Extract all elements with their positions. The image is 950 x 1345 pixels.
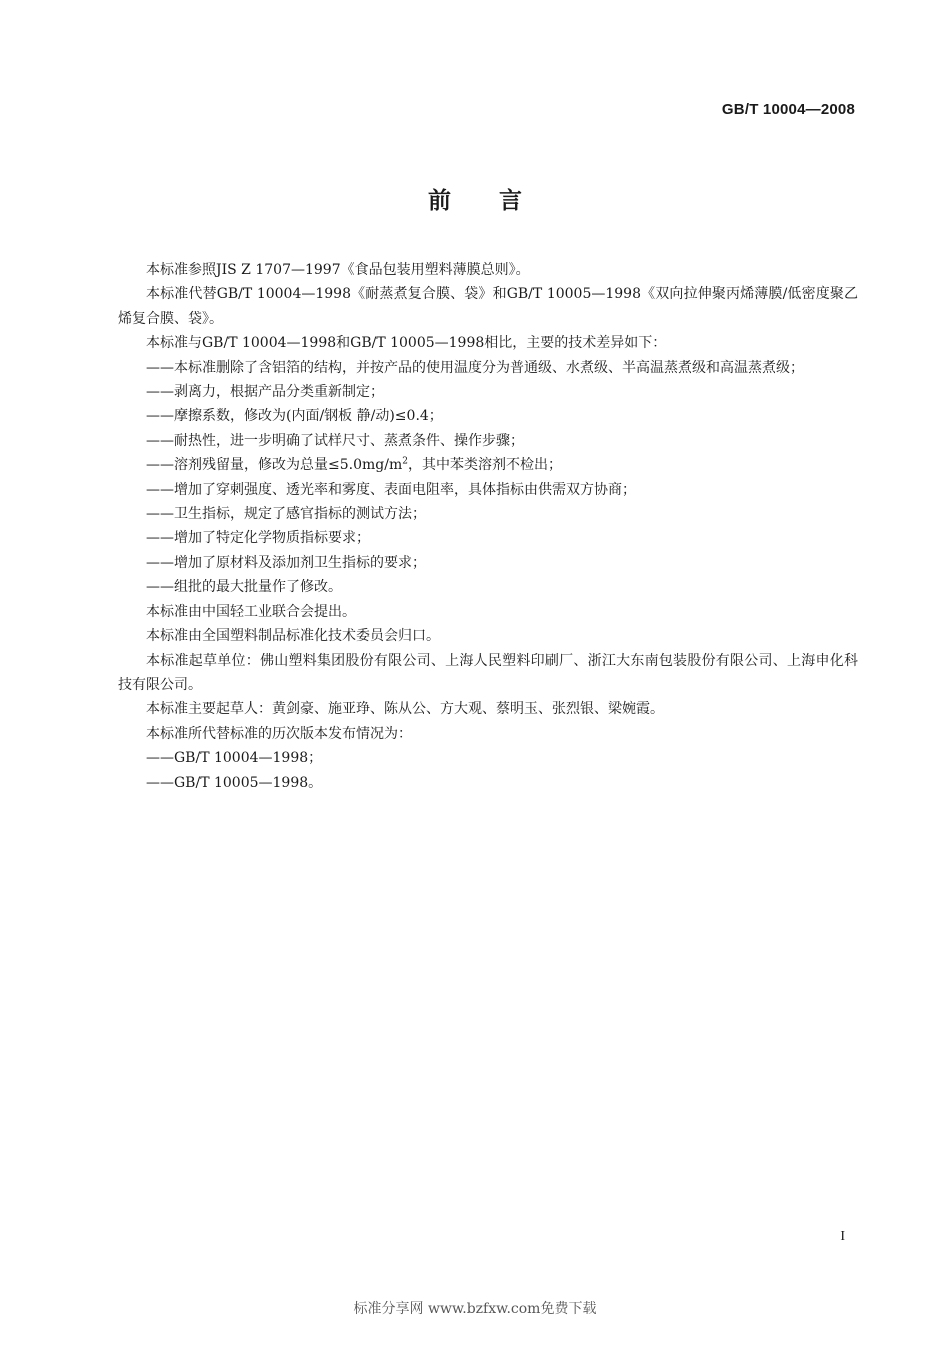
reference-paragraph: 本标准参照JIS Z 1707—1997《食品包装用塑料薄膜总则》。 — [146, 262, 530, 278]
differences-intro: 本标准与GB/T 10004—1998和GB/T 10005—1998相比，主要的技术差异如下： — [146, 335, 667, 352]
page-title: 前言 — [428, 188, 570, 214]
history-item: ——GB/T 10004—1998； — [146, 750, 323, 767]
difference-item: ——摩擦系数，修改为(内面/钢板 静/动)≤0.4； — [146, 408, 443, 425]
solvent-superscript: 2 — [402, 456, 408, 467]
difference-item: ——本标准删除了含铝箔的结构，并按产品的使用温度分为普通级、水煮级、半高温蒸煮级和高温蒸煮级； — [146, 359, 804, 376]
difference-item: ——组批的最大批量作了修改。 — [146, 579, 342, 596]
solvent-text: ——溶剂残留量，修改为总量≤5.0mg/m — [146, 457, 403, 474]
committee-paragraph: 本标准由全国塑料制品标准化技术委员会归口。 — [146, 628, 440, 645]
difference-item: ——耐热性，进一步明确了试样尺寸、蒸煮条件、操作步骤； — [146, 432, 524, 449]
difference-item: ——增加了特定化学物质指标要求； — [146, 530, 370, 547]
difference-item: ——增加了原材料及添加剂卫生指标的要求； — [146, 554, 426, 571]
standard-code: GB/T 10004—2008 — [721, 101, 855, 118]
history-intro: 本标准所代替标准的历次版本发布情况为： — [146, 725, 412, 742]
difference-item: ——卫生指标，规定了感官指标的测试方法； — [146, 506, 426, 523]
drafting-units-paragraph: 本标准起草单位：佛山塑料集团股份有限公司、上海人民塑料印刷厂、浙江大东南包装股份有限公司、上海申化科技有限公司。 — [118, 652, 858, 693]
replacement-paragraph: 本标准代替GB/T 10004—1998《耐蒸煮复合膜、袋》和GB/T 10005—1998《双向拉伸聚丙烯薄膜/低密度聚乙烯复合膜、袋》。 — [118, 286, 858, 327]
difference-item: ——增加了穿刺强度、透光率和雾度、表面电阻率，具体指标由供需双方协商； — [146, 481, 636, 498]
drafters-paragraph: 本标准主要起草人：黄剑豪、施亚琤、陈从公、方大观、蔡明玉、张烈银、梁婉霞。 — [146, 701, 664, 718]
foreword-content — [118, 258, 858, 795]
proposer-paragraph: 本标准由中国轻工业联合会提出。 — [146, 603, 356, 620]
history-item: ——GB/T 10005—1998。 — [146, 774, 323, 791]
difference-item: ——剥离力，根据产品分类重新制定； — [146, 384, 384, 401]
difference-item-solvent — [118, 453, 858, 477]
page-number: I — [840, 1229, 845, 1244]
solvent-tail: ，其中苯类溶剂不检出； — [407, 457, 562, 474]
footer-watermark: 标准分享网 www.bzfxw.com免费下载 — [353, 1301, 597, 1317]
